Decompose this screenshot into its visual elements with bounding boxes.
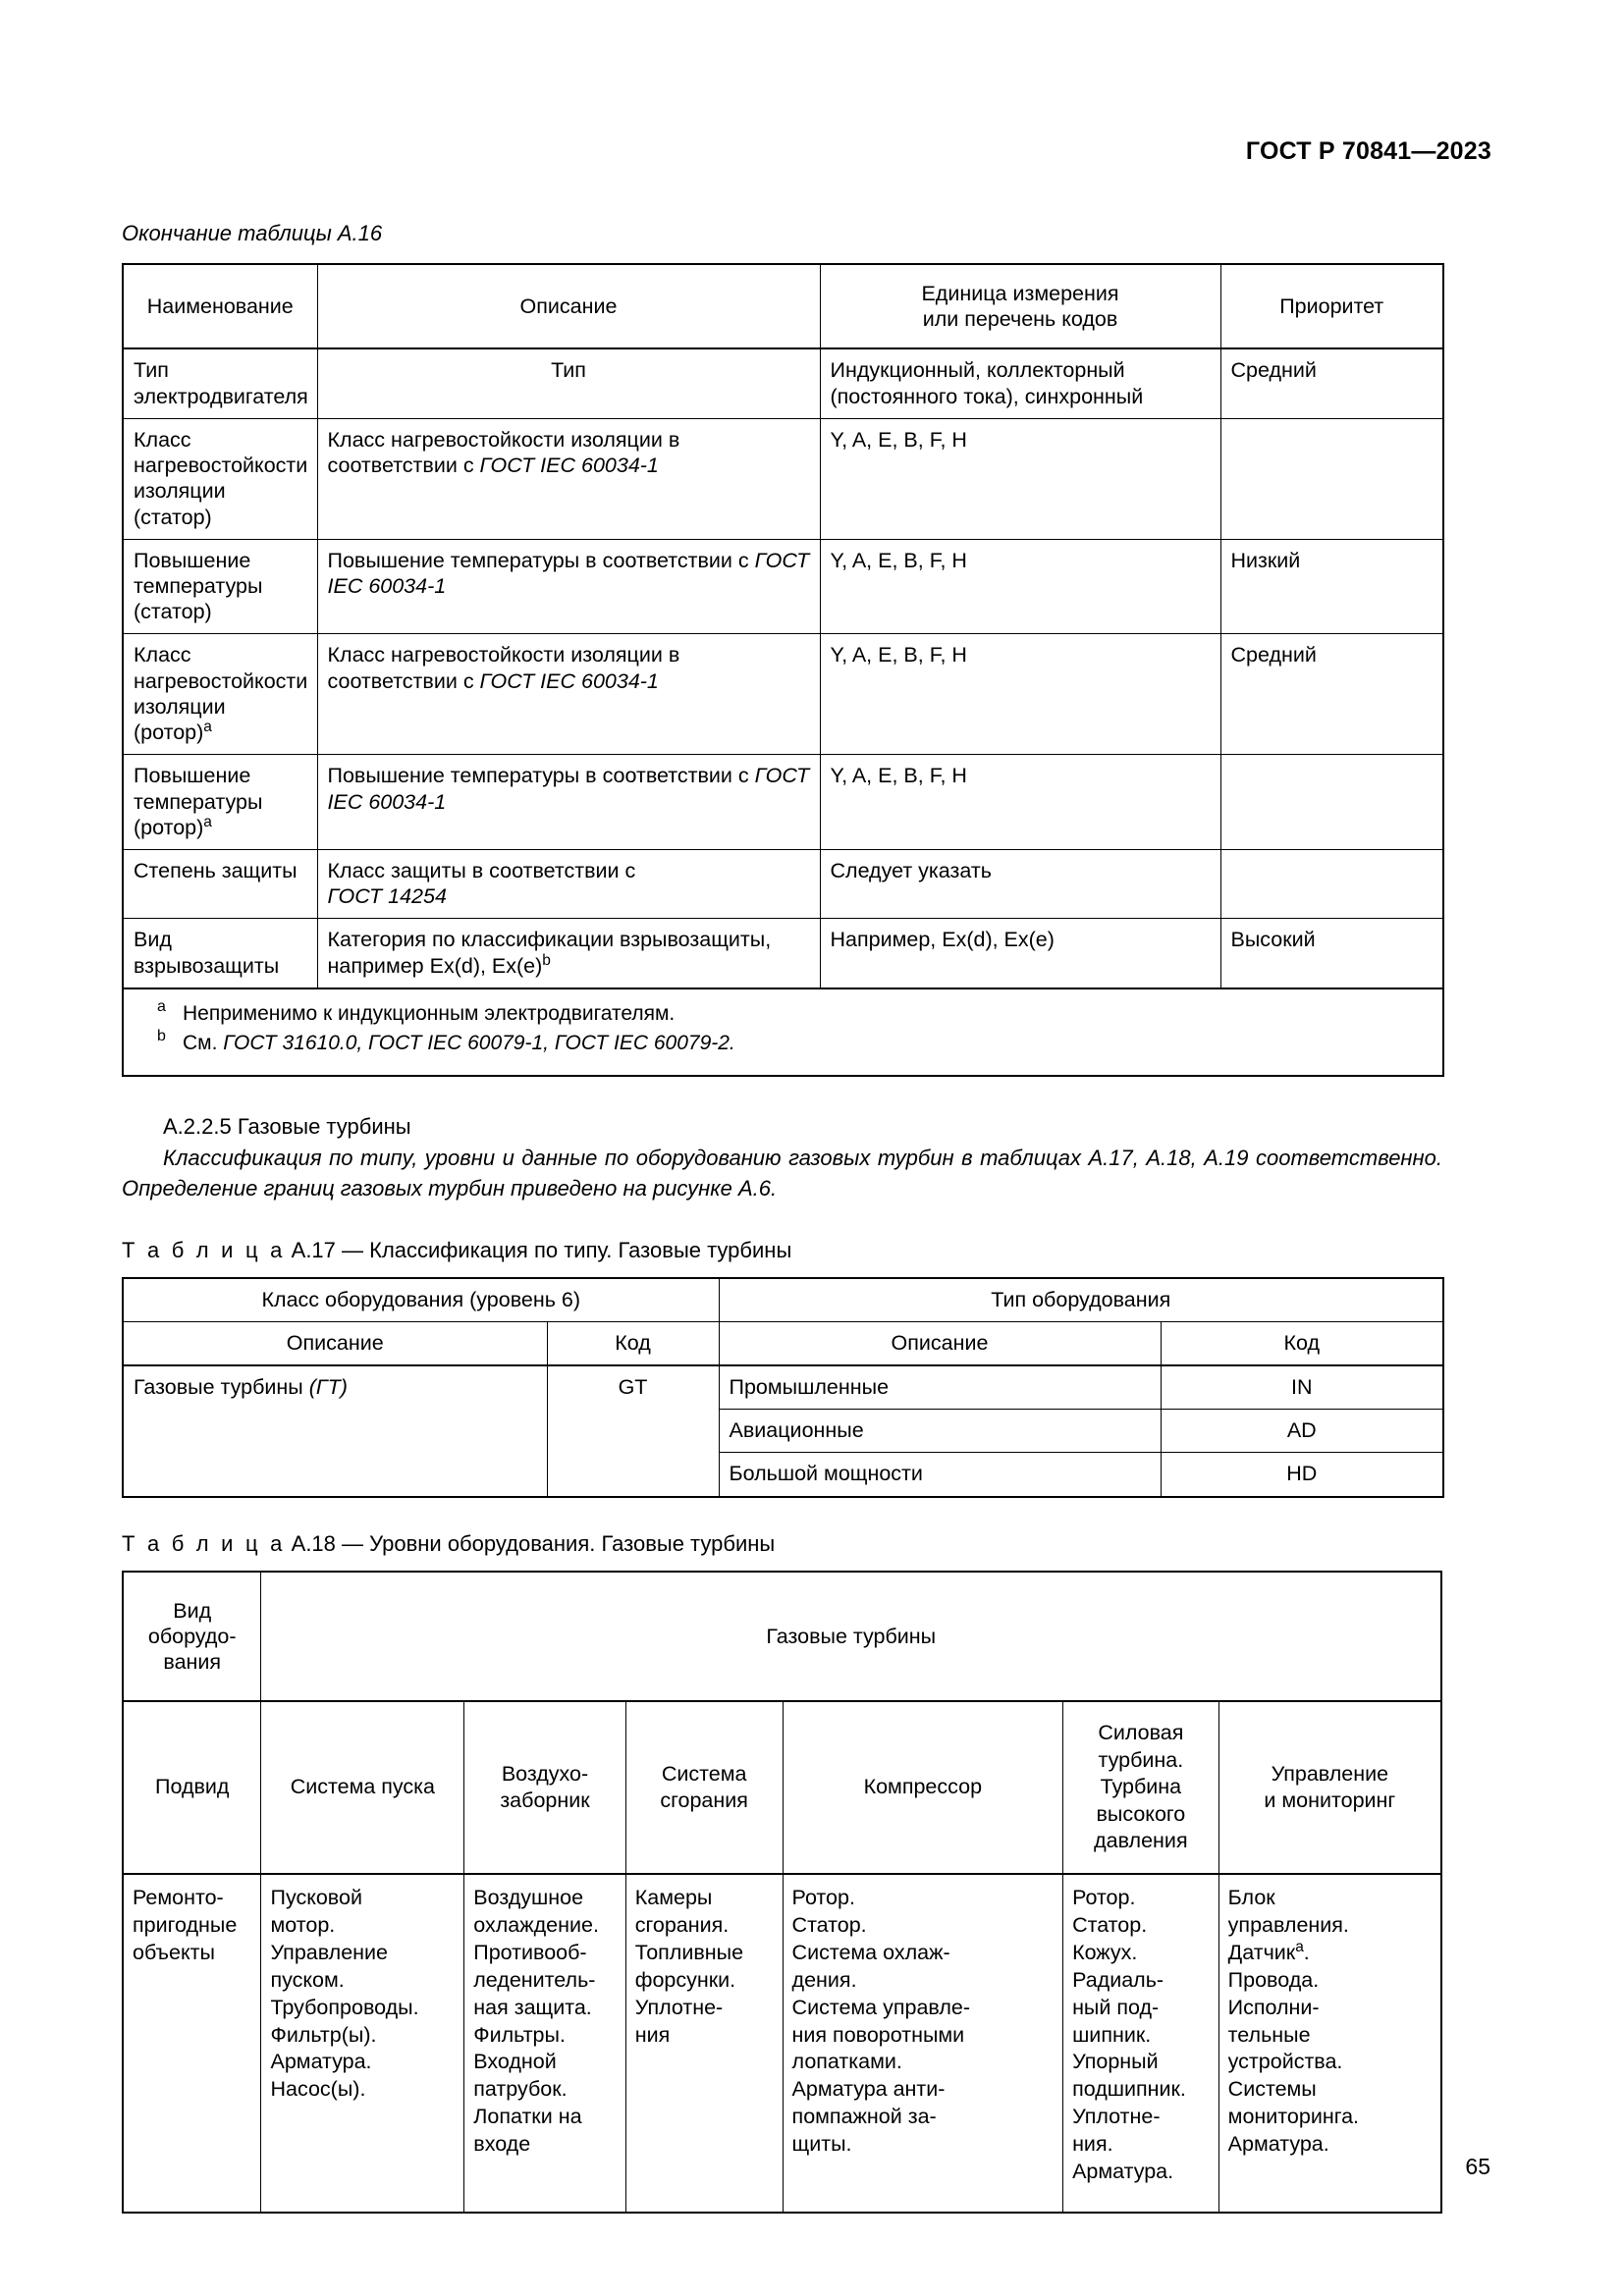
subtype-line-2: пригодные <box>133 1912 238 1937</box>
compressor-item-4: дения. <box>791 1967 857 1992</box>
power-turbine-item-4: Радиаль- <box>1072 1967 1164 1992</box>
cell-start-system <box>261 1874 464 2213</box>
start-system-line-7: Арматура. <box>270 2050 372 2074</box>
power-turbine-line-5: давления <box>1094 1829 1188 1853</box>
section-paragraph: Классификация по типу, уровни и данные по оборудованию газовых турбин в таблицах А.17, А.18, А.19 соответственно. Определение границ газовых турбин приведено на рисунке А.6. <box>122 1146 1442 1201</box>
power-turbine-item-9: Уплотне- <box>1072 2105 1161 2129</box>
cell-description-text: Класс нагревостойкости изоляции в соответствии с <box>327 427 680 478</box>
cell-name <box>123 634 317 755</box>
cell-unit: Следует указать <box>820 849 1220 918</box>
cell-name <box>123 755 317 850</box>
air-intake-item-7: Входной <box>473 2050 557 2074</box>
table-a17-caption <box>122 1238 1442 1263</box>
cell-description: Тип <box>317 348 820 418</box>
cell-name: Класс нагревостойкости изоляции (статор) <box>123 418 317 539</box>
power-turbine-line-2: турбина. <box>1098 1747 1184 1772</box>
combustion-item-3: Топливные <box>634 1940 744 1964</box>
table-a16-footnotes-row <box>123 988 1443 1076</box>
power-turbine-item-1: Ротор. <box>1072 1885 1136 1909</box>
table-a17-caption-text: А.17 — Классификация по типу. Газовые турбины <box>291 1237 792 1262</box>
control-item-2: управления. <box>1227 1912 1349 1937</box>
power-turbine-item-10: ния. <box>1072 2132 1113 2157</box>
corner-header-line-2: оборудо- <box>147 1624 237 1648</box>
table-a18-col-combustion <box>625 1701 783 1874</box>
combustion-item-6: ния <box>634 2022 671 2047</box>
combustion-item-5: Уплотне- <box>634 1995 724 2019</box>
control-item-5: тельные <box>1227 2022 1311 2047</box>
corner-header-line-3: вания <box>163 1650 222 1675</box>
table-a18-col-power-turbine <box>1063 1701 1219 1874</box>
control-monitoring-line-1: Управление <box>1271 1761 1389 1786</box>
table-a16-continuation-label: Окончание таблицы А.16 <box>122 221 383 245</box>
table-a17-caption-label: Т а б л и ц а <box>122 1237 286 1262</box>
compressor-item-8: Арматура анти- <box>791 2077 946 2102</box>
cell-class-description <box>123 1365 547 1497</box>
control-monitoring-line-2: и мониторинг <box>1264 1789 1396 1813</box>
cell-class-description-text: Газовые турбины <box>134 1374 309 1399</box>
power-turbine-line-4: высокого <box>1096 1801 1186 1826</box>
start-system-line-4: пуском. <box>270 1967 345 1992</box>
cell-name: Тип электродвигателя <box>123 348 317 418</box>
table-a17-group-equipment-class: Класс оборудования (уровень 6) <box>123 1278 719 1322</box>
cell-unit: Индукционный, коллекторный (постоянного тока), синхронный <box>820 348 1220 418</box>
cell-type-code: AD <box>1161 1410 1443 1453</box>
cell-description <box>317 849 820 918</box>
cell-description <box>317 919 820 988</box>
cell-description-ref: ГОСТ 14254 <box>327 884 447 909</box>
control-item-7: Системы <box>1227 2077 1317 2102</box>
cell-description-ref: ГОСТ IEC 60034-1 <box>479 668 659 693</box>
air-intake-item-2: охлаждение. <box>473 1912 599 1937</box>
table-a18-group-header-row <box>123 1572 1441 1702</box>
footnote-b-refs: ГОСТ 31610.0, ГОСТ IEC 60079-1, ГОСТ IEC 60079-2. <box>223 1032 735 1055</box>
corner-header-line-1: Вид <box>173 1598 212 1623</box>
table-a17-subheader-row <box>123 1321 1443 1365</box>
control-item-sensor <box>1228 1940 1432 1967</box>
combustion-item-1: Камеры <box>634 1885 713 1909</box>
compressor-item-1: Ротор. <box>791 1885 855 1909</box>
cell-priority: Низкий <box>1220 539 1443 634</box>
page-content <box>122 221 1442 2214</box>
cell-description-text: Класс защиты в соответствии с <box>327 858 636 882</box>
cell-unit: Y, A, E, B, F, H <box>820 634 1220 755</box>
cell-class-code: GT <box>547 1365 719 1497</box>
start-system-line-8: Насос(ы). <box>270 2077 366 2102</box>
footnote-b-prefix: См. <box>183 1032 224 1055</box>
air-intake-item-10: входе <box>473 2132 531 2157</box>
combustion-line-2: сгорания <box>660 1789 748 1813</box>
table-a17-group-equipment-type: Тип оборудования <box>719 1278 1443 1322</box>
table-a18-col-start-system: Система пуска <box>261 1701 464 1874</box>
footnote-marker-a: a <box>203 718 212 735</box>
cell-type-description: Большой мощности <box>719 1453 1161 1497</box>
table-a18-subheader-row <box>123 1701 1441 1874</box>
table-a18-col-compressor: Компрессор <box>783 1701 1063 1874</box>
table-a17-body <box>123 1278 1443 1497</box>
compressor-item-2: Статор. <box>791 1912 867 1937</box>
table-a16-col-unit-line2: или перечень кодов <box>922 307 1118 332</box>
cell-power-turbine <box>1063 1874 1219 2213</box>
air-intake-item-5: ная защита. <box>473 1995 592 2019</box>
cell-description <box>317 634 820 755</box>
running-header-standard-number: ГОСТ Р 70841—2023 <box>1245 137 1491 165</box>
compressor-item-10: щиты. <box>791 2132 852 2157</box>
table-a16-col-priority: Приоритет <box>1220 264 1443 348</box>
cell-unit: Y, A, E, B, F, H <box>820 755 1220 850</box>
cell-combustion <box>625 1874 783 2213</box>
cell-air-intake <box>464 1874 625 2213</box>
footnote-marker-a: a <box>1295 1938 1304 1955</box>
air-intake-item-8: патрубок. <box>473 2077 568 2102</box>
table-a18-col-subtype: Подвид <box>123 1701 261 1874</box>
table-row <box>123 755 1443 850</box>
air-intake-item-6: Фильтры. <box>473 2022 566 2047</box>
power-turbine-item-11: Арматура. <box>1072 2160 1174 2184</box>
section-a225 <box>122 1114 1442 1203</box>
table-a18-caption-text: А.18 — Уровни оборудования. Газовые турбины <box>291 1530 776 1556</box>
power-turbine-line-3: Турбина <box>1100 1775 1182 1799</box>
table-row <box>123 539 1443 634</box>
control-item-6: устройства. <box>1227 2050 1343 2074</box>
table-row <box>123 348 1443 418</box>
cell-priority: Высокий <box>1220 919 1443 988</box>
table-row <box>123 1874 1441 2213</box>
compressor-item-5: Система управле- <box>791 1995 971 2019</box>
cell-description-text: Повышение температуры в соответствии с <box>327 548 755 572</box>
cell-type-code: IN <box>1161 1365 1443 1410</box>
footnote-b <box>157 1028 1433 1056</box>
table-a16-body <box>123 348 1443 1076</box>
cell-priority: Средний <box>1220 348 1443 418</box>
footnote-b-marker: b <box>157 1028 166 1045</box>
cell-priority <box>1220 418 1443 539</box>
cell-description-text: Категория по классификации взрывозащиты, например Ex(d), Ex(e) <box>327 928 772 978</box>
compressor-item-6: ния поворотными <box>791 2022 965 2047</box>
compressor-item-9: помпажной за- <box>791 2105 937 2129</box>
start-system-line-1: Пусковой <box>270 1885 362 1909</box>
air-intake-item-1: Воздушное <box>473 1885 584 1909</box>
start-system-line-2: мотор. <box>270 1912 336 1937</box>
cell-name: Вид взрывозащиты <box>123 919 317 988</box>
air-intake-line-2: заборник <box>500 1789 590 1813</box>
control-item-sensor-text: Датчик <box>1227 1940 1296 1964</box>
cell-description-text: Класс нагревостойкости изоляции в соответствии с <box>327 643 680 693</box>
subtype-line-3: объекты <box>133 1940 215 1964</box>
cell-name: Степень защиты <box>123 849 317 918</box>
cell-type-description: Промышленные <box>719 1365 1161 1410</box>
subtype-line-1: Ремонто- <box>133 1885 224 1909</box>
cell-class-description-abbr: (ГТ) <box>308 1374 348 1399</box>
compressor-item-7: лопатками. <box>791 2050 902 2074</box>
cell-type-description: Авиационные <box>719 1410 1161 1453</box>
table-a18-corner-header <box>123 1572 261 1702</box>
table-a18-col-air-intake <box>464 1701 625 1874</box>
start-system-line-6: Фильтр(ы). <box>270 2022 377 2047</box>
control-item-4: Исполни- <box>1227 1995 1320 2019</box>
table-row <box>123 1365 1443 1410</box>
combustion-item-4: форсунки. <box>634 1967 736 1992</box>
cell-priority <box>1220 755 1443 850</box>
cell-description-ref: ГОСТ IEC 60034-1 <box>327 764 810 814</box>
table-a16-header <box>123 264 1443 348</box>
table-row <box>123 849 1443 918</box>
page-number: 65 <box>1465 2154 1490 2179</box>
cell-description <box>317 755 820 850</box>
power-turbine-item-2: Статор. <box>1072 1912 1148 1937</box>
cell-priority: Средний <box>1220 634 1443 755</box>
power-turbine-line-1: Силовая <box>1098 1721 1184 1745</box>
table-a16 <box>122 263 1444 1077</box>
cell-description-text: Повышение температуры в соответствии с <box>327 764 755 788</box>
cell-control-monitoring <box>1218 1874 1441 2213</box>
table-a18-caption <box>122 1531 1442 1557</box>
control-item-3: Провода. <box>1227 1967 1320 1992</box>
combustion-item-2: сгорания. <box>634 1912 730 1937</box>
power-turbine-item-5: ный под- <box>1072 1995 1160 2019</box>
table-a17-col-type-code: Код <box>1161 1321 1443 1365</box>
table-row <box>123 919 1443 988</box>
table-row <box>123 418 1443 539</box>
table-a18-caption-label: Т а б л и ц а <box>122 1530 286 1556</box>
cell-description <box>317 418 820 539</box>
table-a16-col-unit <box>820 264 1220 348</box>
table-a18 <box>122 1571 1442 2215</box>
table-a17-col-type-description: Описание <box>719 1321 1161 1365</box>
air-intake-item-9: Лопатки на <box>473 2105 582 2129</box>
start-system-line-3: Управление <box>270 1940 389 1964</box>
cell-unit: Y, A, E, B, F, H <box>820 418 1220 539</box>
control-item-sensor-suffix: . <box>1303 1940 1310 1964</box>
footnote-marker-a: a <box>203 813 212 830</box>
control-item-1: Блок <box>1227 1885 1275 1909</box>
footnote-a <box>157 997 1433 1027</box>
cell-unit: Y, A, E, B, F, H <box>820 539 1220 634</box>
footnote-a-marker: a <box>157 997 166 1015</box>
table-a17-group-header-row <box>123 1278 1443 1322</box>
cell-unit: Например, Ex(d), Ex(e) <box>820 919 1220 988</box>
cell-type-code: HD <box>1161 1453 1443 1497</box>
table-a17 <box>122 1277 1444 1498</box>
cell-compressor <box>783 1874 1063 2213</box>
air-intake-item-4: леденитель- <box>473 1967 596 1992</box>
cell-description-ref: ГОСТ IEC 60034-1 <box>327 548 810 598</box>
table-a18-col-control-monitoring <box>1218 1701 1441 1874</box>
start-system-line-5: Трубопроводы. <box>270 1995 419 2019</box>
cell-name-text: Повышение температуры (ротор) <box>134 764 263 839</box>
cell-description-ref: ГОСТ IEC 60034-1 <box>479 454 659 478</box>
air-intake-line-1: Воздухо- <box>501 1761 589 1786</box>
table-a17-col-class-code: Код <box>547 1321 719 1365</box>
footnote-marker-b: b <box>542 951 551 969</box>
table-a18-body <box>123 1572 1441 2214</box>
table-row <box>123 634 1443 755</box>
cell-priority <box>1220 849 1443 918</box>
cell-subtype <box>123 1874 261 2213</box>
table-a16-col-description: Описание <box>317 264 820 348</box>
table-a16-col-name: Наименование <box>123 264 317 348</box>
cell-description <box>317 539 820 634</box>
table-a16-col-unit-line1: Единица измерения <box>921 282 1119 305</box>
section-heading: А.2.2.5 Газовые турбины <box>163 1114 411 1140</box>
table-a17-col-class-description: Описание <box>123 1321 547 1365</box>
compressor-item-3: Система охлаж- <box>791 1940 950 1964</box>
power-turbine-item-6: шипник. <box>1072 2022 1152 2047</box>
control-item-8: мониторинга. <box>1227 2105 1359 2129</box>
cell-name-text: Класс нагревостойкости изоляции (ротор) <box>134 643 308 745</box>
cell-name: Повышение температуры (статор) <box>123 539 317 634</box>
power-turbine-item-7: Упорный <box>1072 2050 1159 2074</box>
table-a18-span-header: Газовые турбины <box>261 1572 1441 1702</box>
table-a16-header-row <box>123 264 1443 348</box>
control-item-9: Арматура. <box>1227 2132 1329 2157</box>
power-turbine-item-3: Кожух. <box>1072 1940 1138 1964</box>
power-turbine-item-8: подшипник. <box>1072 2077 1186 2102</box>
footnote-a-text: Неприменимо к индукционным электродвигателям. <box>183 1001 676 1025</box>
table-a16-footnotes <box>123 988 1443 1076</box>
combustion-line-1: Система <box>661 1761 747 1786</box>
air-intake-item-3: Противооб- <box>473 1940 587 1964</box>
